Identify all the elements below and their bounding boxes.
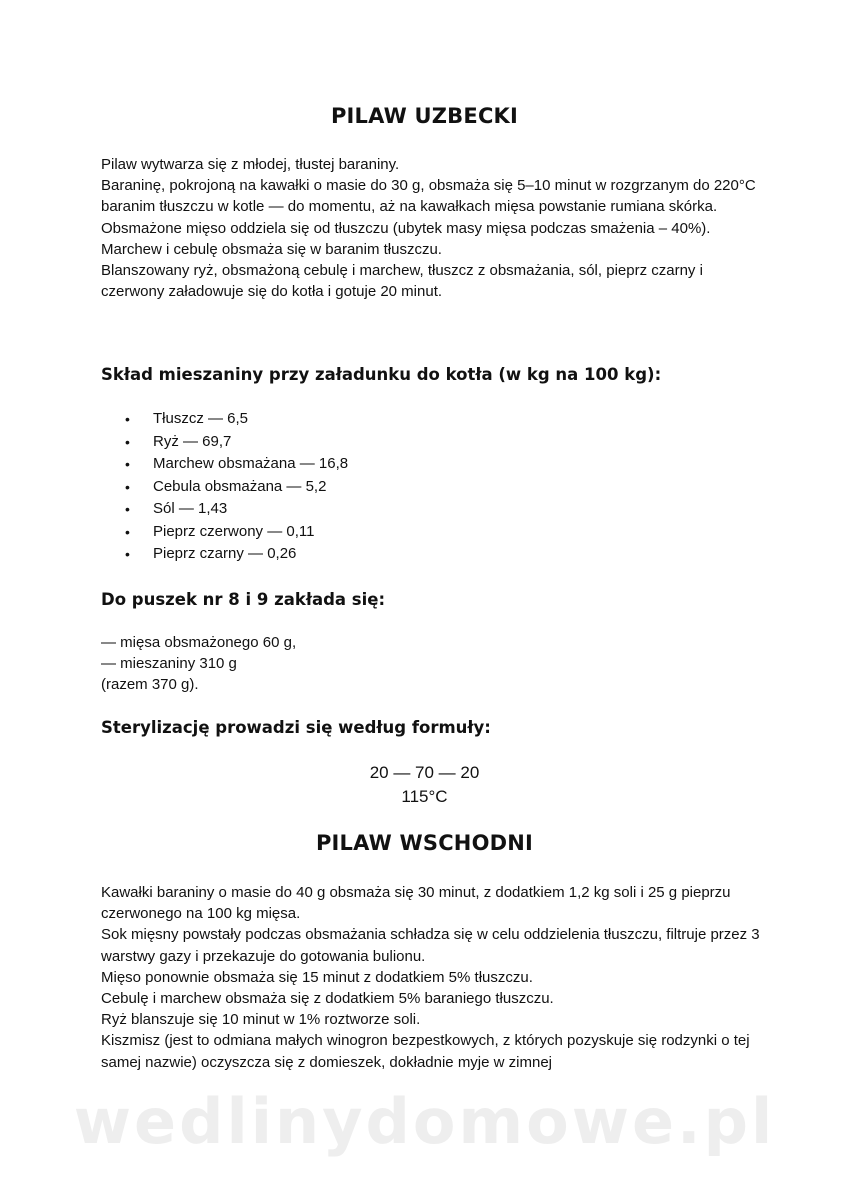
list-item: • Pieprz czarny — 0,26 (101, 543, 601, 566)
cans-line: — mieszaniny 310 g (101, 655, 237, 673)
page-title-pilaw-wschodni: PILAW WSCHODNI (315, 831, 534, 855)
watermark: wedlinydomowe.pl (73, 1085, 776, 1158)
cans-heading: Do puszek nr 8 i 9 zakłada się: (101, 590, 386, 609)
section2-line: Sok mięsny powstały podczas obsmażania schładza się w celu oddzielenia tłuszczu, filtruje przez 3 warstwy gazy i przekazuje do gotowania bulionu. (101, 926, 760, 965)
intro-line: Obsmażone mięso oddziela się od tłuszczu (ubytek masy mięsa podczas smażenia – 40%). (101, 219, 711, 237)
list-item: • Ryż — 69,7 (101, 431, 601, 454)
intro-line: Baraninę, pokrojoną na kawałki o masie do 30 g, obsmaża się 5–10 minut w rozgrzanym do 220°C baranim tłuszczu w kotle — do momentu, aż na kawałkach mięsa powstanie rumiana skórka. (101, 177, 756, 216)
list-item: • Pieprz czerwony — 0,11 (101, 521, 601, 544)
cans-line: — mięsa obsmażonego 60 g, (101, 634, 297, 651)
intro-line: Marchew i cebulę obsmaża się w baranim tłuszczu. (101, 240, 442, 258)
list-item: • Cebula obsmażana — 5,2 (101, 476, 601, 499)
section2-line: Ryż blanszuje się 10 minut w 1% roztworze soli. (101, 1011, 421, 1029)
sterilization-formula (0, 761, 849, 809)
list-item: • Marchew obsmażana — 16,8 (101, 453, 601, 476)
list-item: • Tłuszcz — 6,5 (101, 408, 601, 431)
composition-heading: Skład mieszaniny przy załadunku do kotła (w kg na 100 kg): (101, 365, 662, 384)
section2-line: Kiszmisz (jest to odmiana małych winogron bezpestkowych, z których pozyskuje się rodzynki o tej samej nazwie) oczyszcza się z domieszek, dokładnie myje w zimnej (101, 1032, 750, 1071)
intro-line: Pilaw wytwarza się z młodej, tłustej baraniny. (101, 156, 400, 173)
cans-line: (razem 370 g). (101, 676, 199, 694)
formula-temperature: 115°C (401, 787, 448, 806)
section2-paragraphs (101, 882, 761, 1073)
ingredient-list (101, 408, 601, 566)
section2-line: Mięso ponownie obsmaża się 15 minut z dodatkiem 5% tłuszczu. (101, 968, 533, 986)
list-item: • Sól — 1,43 (101, 498, 601, 521)
intro-paragraphs (101, 154, 761, 302)
section2-line: Kawałki baraniny o masie do 40 g obsmaża się 30 minut, z dodatkiem 1,2 kg soli i 25 g pieprzu czerwonego na 100 kg mięsa. (101, 884, 731, 923)
formula-times: 20 — 70 — 20 (369, 763, 480, 782)
intro-line: Blanszowany ryż, obsmażoną cebulę i marchew, tłuszcz z obsmażania, sól, pieprz czarny i czerwony załadowuje się do kotła i gotuje 20 minut. (101, 262, 703, 301)
section2-line: Cebulę i marchew obsmaża się z dodatkiem 5% baraniego tłuszczu. (101, 990, 554, 1008)
sterilization-heading: Sterylizację prowadzi się według formuły: (101, 718, 491, 737)
page-title-pilaw-uzbecki: PILAW UZBECKI (330, 104, 519, 128)
cans-lines (101, 632, 761, 696)
